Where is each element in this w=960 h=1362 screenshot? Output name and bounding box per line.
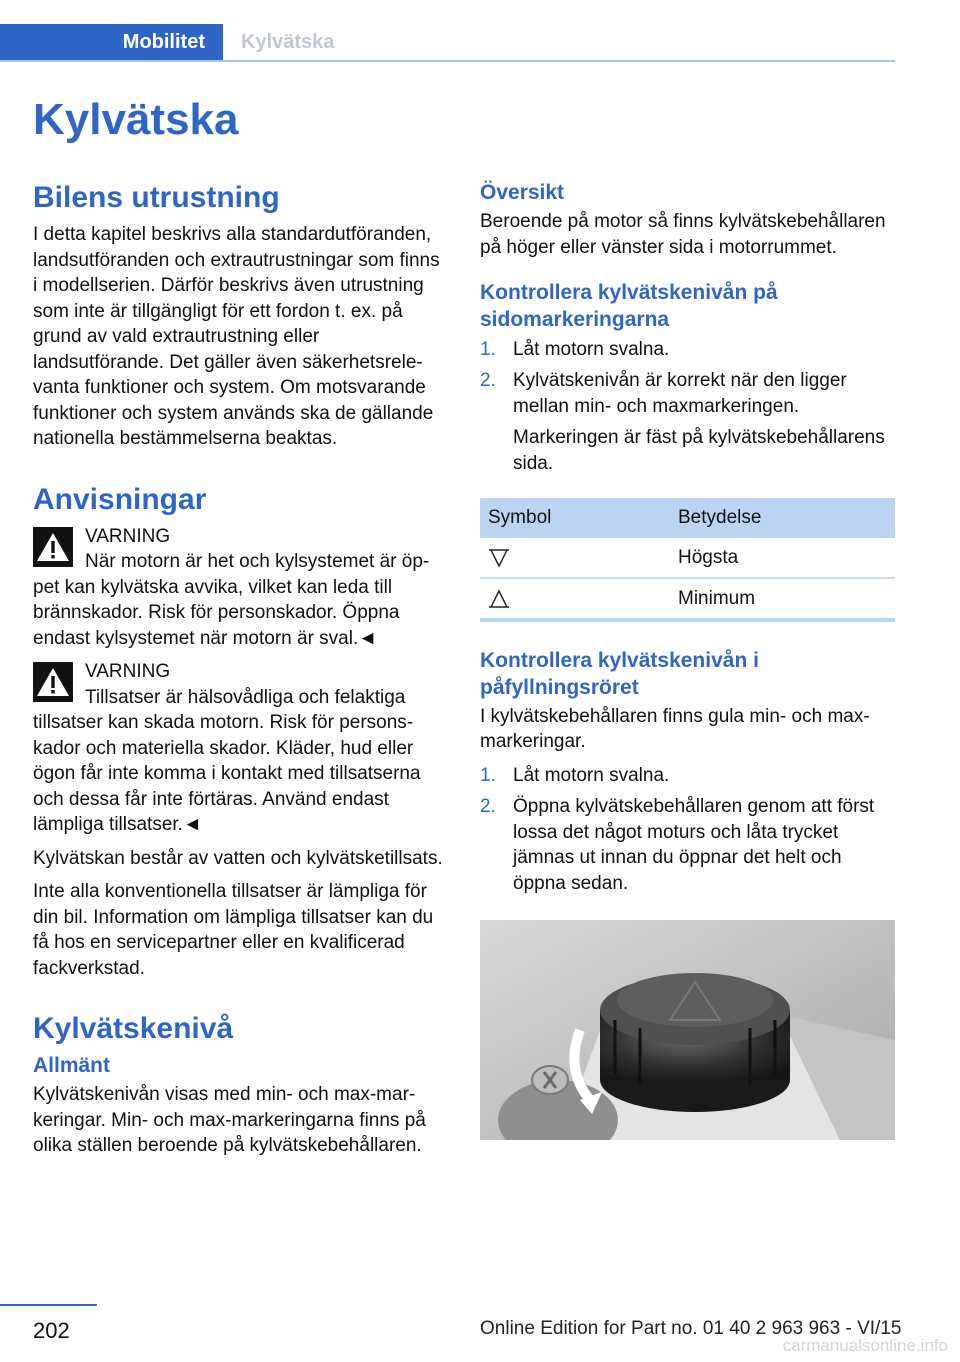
general-text: Kylvätskenivån visas med min- och max-markeringar. Min- och max-markeringarna finns på olika ställen beroende på kylvätskebehållaren. <box>33 1084 426 1157</box>
coolant-composition-text: Kylvätskan består av vatten och kylvätsketillsats. <box>33 847 443 869</box>
additives-text: Inte alla konventionella tillsatser är lämpliga för din bil. Information om lämpliga tillsatser kan du få hos en servicepartner eller en kvalificerad fackverkstad. <box>33 881 434 979</box>
table-header-row <box>480 498 895 538</box>
warning-block-2 <box>33 659 448 838</box>
max-level-icon <box>488 548 510 568</box>
warning-text: Tillsatser är hälsovådliga och felaktiga tillsatser kan skada motorn. Risk för personskador och materiella skador. Kläder, hud eller ögon får inte komma i kontakt med tillsatserna och dessa får inte förtäras. Använd endast lämpliga tillsatser.◄ <box>33 686 421 835</box>
subsection-title-overview: Översikt <box>480 181 565 204</box>
spacer <box>33 989 448 1011</box>
table-header-meaning: Betydelse <box>670 498 895 538</box>
watermark: carmanualsonline.info <box>782 1336 948 1355</box>
equipment-text: I detta kapitel beskrivs alla standardutföranden, landsutföranden och extrautrustningar som finns i modellserien. Därför beskrivs även utrustning som inte är tillgängligt för ett fordon t. ex. på grund av vald extrautrustning eller landsutförande. Det gäller även säkerhetsrelevanta funktioner och system. Om motsvarande funktioner och system används ska de gällande nationella bestämmelserna beaktas. <box>33 224 440 449</box>
min-level-icon <box>488 589 510 609</box>
list-item: 1. Låt motorn svalna. <box>480 764 670 786</box>
warning-triangle-icon <box>33 527 73 567</box>
filler-neck-steps <box>480 763 895 897</box>
spacer <box>33 460 448 482</box>
page-title: Kylvätska <box>33 95 239 144</box>
subsection-title-side-markings: Kontrollera kylvätskenivån på sidomarkeringarna <box>480 281 778 331</box>
footer-divider <box>0 1304 97 1306</box>
header-bar <box>0 24 895 62</box>
filler-neck-text: I kylvätskebehållaren finns gula min- och maxmarkeringar. <box>480 705 870 753</box>
spacer <box>480 622 895 648</box>
tab-mobilitet[interactable]: Mobilitet <box>0 24 223 60</box>
table-header-symbol: Symbol <box>480 498 670 538</box>
symbol-table <box>480 498 895 622</box>
side-markings-steps <box>480 337 895 477</box>
overview-text: Beroende på motor så finns kylvätskebehållaren på höger eller vänster sida i motorrummet. <box>480 211 886 258</box>
step-note: Markeringen är fäst på kylvätskebehållarens sida. <box>513 427 885 474</box>
list-item: 2. Öppna kylvätskebehållaren genom att först lossa det något moturs och låta trycket jämnas ut innan du öppnar det helt och öppna sedan. <box>480 796 875 894</box>
warning-text: När motorn är het och kylsystemet är öppet kan kylvätska avvika, vilket kan leda till brännskador. Risk för personskador. Öppna endast kylsystemet när motorn är sval.◄ <box>33 551 430 649</box>
subsection-title-general: Allmänt <box>33 1054 111 1077</box>
table-row <box>480 578 895 620</box>
warning-label: VARNING <box>85 661 171 682</box>
tab-kylvatska[interactable]: Kylvätska <box>241 30 335 53</box>
subsection-title-filler-neck: Kontrollera kylvätskenivån i påfyllningsröret <box>480 649 759 699</box>
page-number: 202 <box>33 1318 70 1343</box>
section-title-coolant-level: Kylvätskenivå <box>33 1012 234 1045</box>
meaning-cell: Minimum <box>670 578 895 620</box>
left-column <box>33 180 448 1167</box>
edition-text: Online Edition for Part no. 01 40 2 963 963 - VI/15 <box>480 1318 902 1339</box>
warning-block-1 <box>33 524 448 652</box>
table-row <box>480 538 895 578</box>
list-item: 1. Låt motorn svalna. <box>480 338 670 360</box>
section-title-instructions: Anvisningar <box>33 482 207 516</box>
right-column <box>480 180 895 1145</box>
section-title-equipment: Bilens utrustning <box>33 181 280 214</box>
warning-label: VARNING <box>85 525 171 547</box>
coolant-reservoir-cap-illustration <box>480 920 895 1140</box>
warning-triangle-icon <box>33 662 73 702</box>
list-item: 2. Kylvätskenivån är korrekt när den ligger mellan min- och maxmarkeringen. Markeringen är fäst på kylvätskebehållarens sida. <box>480 368 895 476</box>
header-divider <box>0 60 895 62</box>
meaning-cell: Högsta <box>670 538 895 578</box>
spacer <box>480 268 895 280</box>
